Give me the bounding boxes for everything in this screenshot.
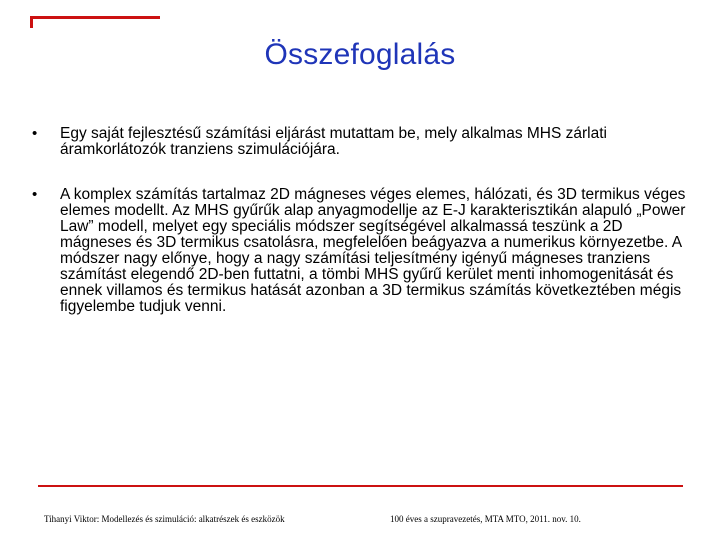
bullet-list (30, 126, 690, 344)
bullet-text: Egy saját fejlesztésű számítási eljárást mutattam be, mely alkalmas MHS zárlati áramkorlátozók tranziens szimulációjára. (60, 125, 607, 158)
bullet-item (30, 187, 690, 315)
slide-title (0, 38, 720, 72)
footer-author: Tihanyi Viktor: Modellezés és szimuláció: alkatrészek és eszközök (44, 514, 285, 524)
bullet-marker: • (32, 125, 38, 142)
slide-title-text: Összefoglalás (264, 38, 456, 71)
bullet-marker: • (32, 186, 38, 203)
footer-event: 100 éves a szupravezetés, MTA MTO, 2011. nov. 10. (390, 514, 581, 524)
corner-accent-horizontal (30, 16, 160, 19)
footer-divider (38, 485, 683, 487)
bullet-item (30, 126, 690, 158)
corner-accent-vertical (30, 16, 33, 28)
bullet-text: A komplex számítás tartalmaz 2D mágneses véges elemes, hálózati, és 3D termikus véges elemes modellt. Az MHS gyűrűk alap anyagmodellje az E-J karakterisztikán alapuló „Power Law” modell, melyet egy speciális módszer segítségével alkalmassá teszünk a 2D mágneses és 3D termikus csatolásra, megfelelően beágyazva a numerikus környezetbe. A módszer nagy előnye, hogy a nagy számítási teljesítmény igényű mágneses tranziens számítást elegendő 2D-ben futtatni, a tömbi MHS gyűrű kerület menti inhomogenitását és ennek villamos és termikus hatását azonban a 3D termikus számítás következtében mégis figyelembe tudjuk venni. (60, 186, 686, 315)
